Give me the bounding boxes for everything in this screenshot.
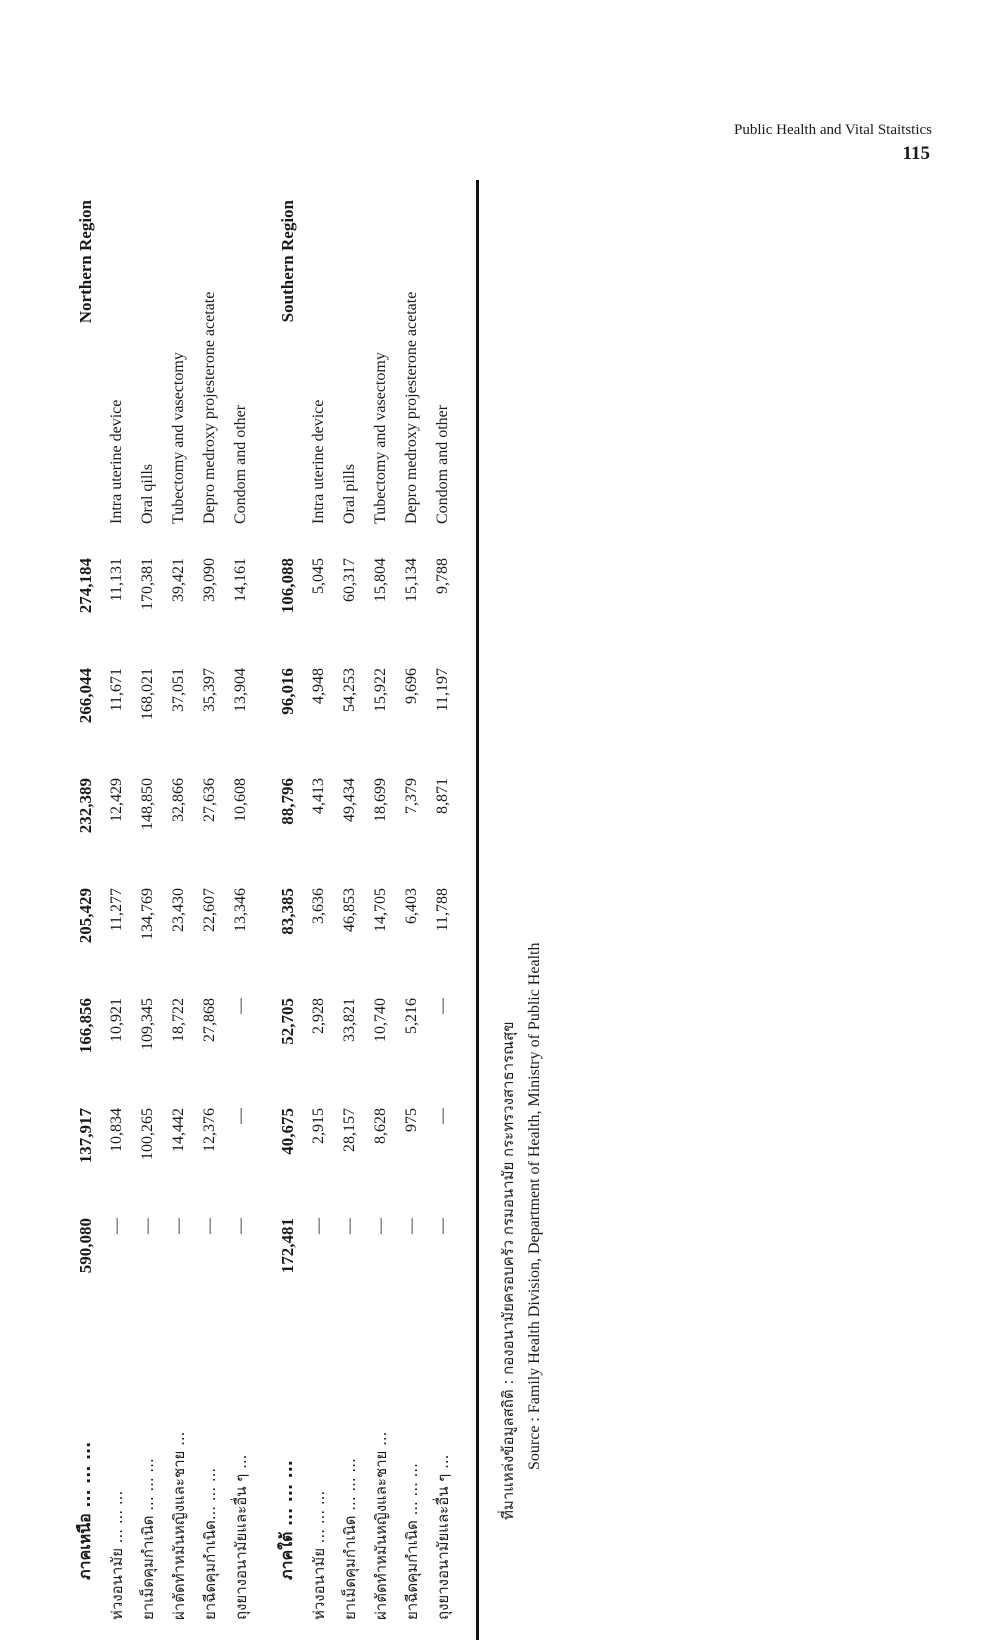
- method-value: 27,868: [200, 998, 218, 1042]
- method-thai: ห่วงอนามัย ... ... ...: [107, 1490, 126, 1620]
- region-name-thai: ภาคใต้ ... ... ...: [277, 1460, 296, 1580]
- method-value: —: [433, 1218, 451, 1234]
- method-value: —: [169, 1218, 187, 1234]
- method-value: 39,090: [200, 558, 218, 602]
- method-value: —: [107, 1218, 125, 1234]
- method-value: 100,265: [138, 1108, 156, 1160]
- region-total-value: 88,796: [277, 778, 297, 825]
- page-number: 115: [902, 143, 930, 164]
- table-row: [365, 180, 396, 1640]
- region-total-value: 274,184: [75, 558, 95, 614]
- method-english: Oral qills: [138, 464, 156, 524]
- table-bottom-rule: [476, 180, 479, 1640]
- method-value: —: [402, 1218, 420, 1234]
- method-value: 39,421: [169, 558, 187, 602]
- region-total-value: 137,917: [75, 1108, 95, 1164]
- method-thai: ยาฉีดคุมกำเนิด ... ... ...: [402, 1463, 421, 1620]
- method-value: 32,866: [169, 778, 187, 822]
- method-english: Tubectomy and vasectomy: [371, 352, 389, 524]
- method-value: 5,216: [402, 998, 420, 1034]
- method-value: 148,850: [138, 778, 156, 830]
- method-value: 9,788: [433, 558, 451, 594]
- method-value: 15,134: [402, 558, 420, 602]
- method-value: 46,853: [340, 888, 358, 932]
- method-thai: ถุงยางอนามัยและอื่น ๆ ...: [433, 1454, 452, 1620]
- method-value: 10,921: [107, 998, 125, 1042]
- region-total-value: 40,675: [277, 1108, 297, 1155]
- table-row: [194, 180, 225, 1640]
- method-value: —: [138, 1218, 156, 1234]
- region-name-english: Northern Region: [75, 200, 95, 324]
- method-value: 15,804: [371, 558, 389, 602]
- method-value: 168,021: [138, 668, 156, 720]
- method-thai: ผ่าตัดทำหมันหญิงและชาย ...: [371, 1431, 390, 1620]
- method-thai: ยาเม็ดคุมกำเนิด ... ... ...: [138, 1458, 157, 1620]
- method-english: Condom and other: [433, 404, 451, 524]
- method-value: 27,636: [200, 778, 218, 822]
- method-value: —: [433, 998, 451, 1014]
- method-thai: ถุงยางอนามัยและอื่น ๆ ...: [231, 1454, 250, 1620]
- table-row: [396, 180, 427, 1640]
- method-value: —: [231, 1108, 249, 1124]
- region-total-value: 205,429: [75, 888, 95, 944]
- method-value: —: [371, 1218, 389, 1234]
- method-value: 54,253: [340, 668, 358, 712]
- method-value: 2,928: [309, 998, 327, 1034]
- method-english: Depro medroxy projesterone acetate: [200, 291, 218, 524]
- method-value: 8,871: [433, 778, 451, 814]
- source-english: Source : Family Health Division, Department of Health, Ministry of Public Health: [526, 942, 543, 1470]
- method-value: 28,157: [340, 1108, 358, 1152]
- table-row: [225, 180, 256, 1640]
- region-total-value: 106,088: [277, 558, 297, 614]
- region-total-value: 590,080: [75, 1218, 95, 1274]
- region-total-value: 166,856: [75, 998, 95, 1054]
- method-value: 10,740: [371, 998, 389, 1042]
- method-value: 49,434: [340, 778, 358, 822]
- method-value: 109,345: [138, 998, 156, 1050]
- method-value: 13,904: [231, 668, 249, 712]
- method-value: 11,788: [433, 888, 451, 932]
- method-value: 975: [402, 1108, 420, 1132]
- method-value: 14,705: [371, 888, 389, 932]
- method-value: —: [340, 1218, 358, 1234]
- method-value: 4,413: [309, 778, 327, 814]
- method-value: 23,430: [169, 888, 187, 932]
- method-thai: ห่วงอนามัย ... ... ...: [309, 1490, 328, 1620]
- method-thai: ยาเม็ดคุมกำเนิด ... ... ...: [340, 1458, 359, 1620]
- region-name-thai: ภาคเหนือ ... ... ...: [75, 1441, 94, 1580]
- method-value: 15,922: [371, 668, 389, 712]
- method-value: 11,671: [107, 668, 125, 712]
- method-value: 3,636: [309, 888, 327, 924]
- method-value: —: [433, 1108, 451, 1124]
- region-total-value: 83,385: [277, 888, 297, 935]
- table-row: [132, 180, 163, 1640]
- method-english: Depro medroxy projesterone acetate: [402, 291, 420, 524]
- method-value: 170,381: [138, 558, 156, 610]
- region-total-value: 266,044: [75, 668, 95, 724]
- method-value: 18,722: [169, 998, 187, 1042]
- region-total-value: 232,389: [75, 778, 95, 834]
- method-value: 12,376: [200, 1108, 218, 1152]
- method-value: 14,161: [231, 558, 249, 602]
- method-value: —: [200, 1218, 218, 1234]
- region-total-row: [70, 180, 101, 1640]
- method-value: 60,317: [340, 558, 358, 602]
- method-value: 18,699: [371, 778, 389, 822]
- method-value: 14,442: [169, 1108, 187, 1152]
- table-row: [163, 180, 194, 1640]
- table-row: [101, 180, 132, 1640]
- method-value: 7,379: [402, 778, 420, 814]
- rotated-table-page: [70, 180, 543, 1640]
- source-thai: ที่มาแหล่งข้อมูลสถิติ : กองอนามัยครอบครัว กรมอนามัย กระทรวงสาธารณสุข: [499, 1021, 517, 1520]
- region-total-value: 172,481: [277, 1218, 297, 1274]
- method-value: 12,429: [107, 778, 125, 822]
- method-value: 22,607: [200, 888, 218, 932]
- method-english: Intra uterine device: [309, 399, 327, 524]
- method-value: —: [231, 998, 249, 1014]
- table-row: [303, 180, 334, 1640]
- method-value: —: [309, 1218, 327, 1234]
- method-value: 134,769: [138, 888, 156, 940]
- method-value: 2,915: [309, 1108, 327, 1144]
- method-english: Oral pills: [340, 464, 358, 524]
- region-total-row: [272, 180, 303, 1640]
- method-value: 5,045: [309, 558, 327, 594]
- method-thai: ผ่าตัดทำหมันหญิงและชาย ...: [169, 1431, 188, 1620]
- region-name-english: Southern Region: [277, 200, 297, 323]
- table-row: [427, 180, 458, 1640]
- method-thai: ยาฉีดคุมกำเนิด... ... ...: [200, 1467, 219, 1620]
- method-english: Condom and other: [231, 404, 249, 524]
- method-value: 6,403: [402, 888, 420, 924]
- method-value: 11,131: [107, 558, 125, 602]
- method-english: Tubectomy and vasectomy: [169, 352, 187, 524]
- method-value: 10,608: [231, 778, 249, 822]
- method-value: 11,197: [433, 668, 451, 712]
- region-gap: [256, 180, 272, 1640]
- method-value: 13,346: [231, 888, 249, 932]
- method-value: —: [231, 1218, 249, 1234]
- method-value: 9,696: [402, 668, 420, 704]
- method-value: 10,834: [107, 1108, 125, 1152]
- method-value: 8,628: [371, 1108, 389, 1144]
- region-total-value: 96,016: [277, 668, 297, 715]
- method-english: Intra uterine device: [107, 399, 125, 524]
- region-total-value: 52,705: [277, 998, 297, 1045]
- method-value: 33,821: [340, 998, 358, 1042]
- method-value: 37,051: [169, 668, 187, 712]
- method-value: 11,277: [107, 888, 125, 932]
- contraceptive-table: [70, 180, 458, 1640]
- method-value: 4,948: [309, 668, 327, 704]
- method-value: 35,397: [200, 668, 218, 712]
- running-header: Public Health and Vital Staitstics: [734, 122, 932, 138]
- table-row: [334, 180, 365, 1640]
